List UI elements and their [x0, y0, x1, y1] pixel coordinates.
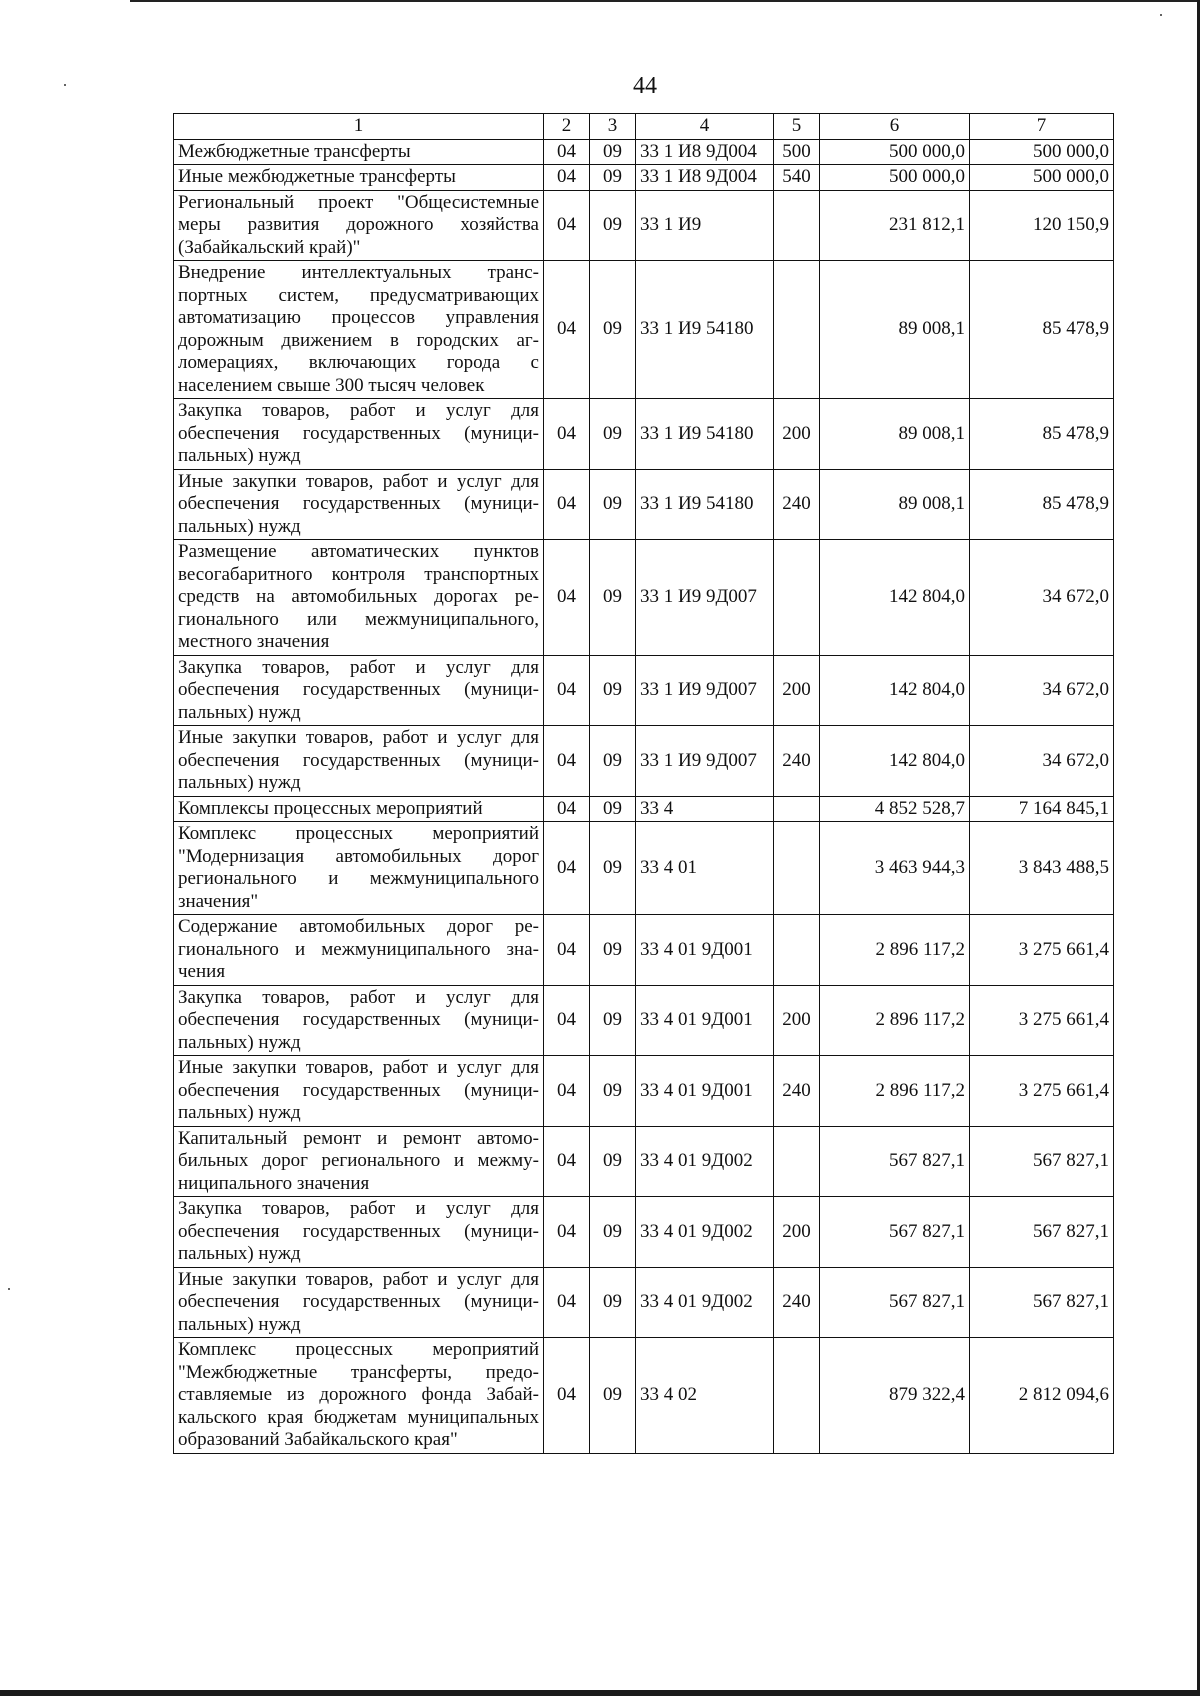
row-name-cell: Внедрение интеллектуальных транспортных систем, предусматривающих автоматизацию процессов управления дорожным движением в городских агломерациях, включающих города с населением свыше 300 тысяч человек	[174, 261, 544, 399]
target-article-cell: 33 4 02	[636, 1338, 774, 1454]
section-code-cell: 04	[544, 165, 590, 191]
amount-col7-cell: 3 843 488,5	[970, 822, 1114, 915]
scan-speck	[8, 1288, 10, 1290]
expense-type-cell: 200	[774, 1197, 820, 1268]
row-name-cell: Иные закупки товаров, работ и услуг для обеспечения государственных (муниципальных) нужд	[174, 1056, 544, 1127]
header-cell: 2	[544, 114, 590, 140]
target-article-cell: 33 4 01	[636, 822, 774, 915]
table-row	[174, 165, 1114, 191]
amount-col6-cell: 142 804,0	[820, 655, 970, 726]
target-article-cell: 33 1 И9 9Д007	[636, 726, 774, 797]
target-article-cell: 33 1 И9 9Д007	[636, 540, 774, 656]
budget-table	[173, 113, 1114, 1454]
target-article-cell: 33 4	[636, 796, 774, 822]
amount-col7-cell: 120 150,9	[970, 190, 1114, 261]
table-row	[174, 1267, 1114, 1338]
amount-col6-cell: 567 827,1	[820, 1267, 970, 1338]
subsection-code-cell: 09	[590, 190, 636, 261]
header-cell: 4	[636, 114, 774, 140]
target-article-cell: 33 1 И9 54180	[636, 261, 774, 399]
row-name-cell: Комплекс процессных мероприятий "Межбюджетные трансферты, предоставляемые из дорожного фонда Забайкальского края бюджетам муниципальных образований Забайкальского края"	[174, 1338, 544, 1454]
table-row	[174, 469, 1114, 540]
amount-col6-cell: 89 008,1	[820, 399, 970, 470]
table-row	[174, 1197, 1114, 1268]
amount-col6-cell: 500 000,0	[820, 139, 970, 165]
amount-col7-cell: 85 478,9	[970, 261, 1114, 399]
row-name-cell: Закупка товаров, работ и услуг для обеспечения государственных (муниципальных) нужд	[174, 399, 544, 470]
subsection-code-cell: 09	[590, 655, 636, 726]
amount-col7-cell: 3 275 661,4	[970, 1056, 1114, 1127]
expense-type-cell	[774, 796, 820, 822]
table-row	[174, 399, 1114, 470]
table-row	[174, 915, 1114, 986]
header-row	[174, 114, 1114, 140]
subsection-code-cell: 09	[590, 985, 636, 1056]
section-code-cell: 04	[544, 1056, 590, 1127]
expense-type-cell: 200	[774, 985, 820, 1056]
table-row	[174, 822, 1114, 915]
amount-col7-cell: 2 812 094,6	[970, 1338, 1114, 1454]
amount-col7-cell: 34 672,0	[970, 726, 1114, 797]
subsection-code-cell: 09	[590, 822, 636, 915]
subsection-code-cell: 09	[590, 165, 636, 191]
amount-col6-cell: 142 804,0	[820, 540, 970, 656]
subsection-code-cell: 09	[590, 915, 636, 986]
scan-border-top	[130, 0, 1200, 2]
expense-type-cell	[774, 1126, 820, 1197]
subsection-code-cell: 09	[590, 1267, 636, 1338]
expense-type-cell: 240	[774, 726, 820, 797]
expense-type-cell: 240	[774, 469, 820, 540]
subsection-code-cell: 09	[590, 399, 636, 470]
expense-type-cell: 240	[774, 1267, 820, 1338]
row-name-cell: Комплексы процессных мероприятий	[174, 796, 544, 822]
table-row	[174, 1056, 1114, 1127]
row-name-cell: Иные межбюджетные трансферты	[174, 165, 544, 191]
section-code-cell: 04	[544, 540, 590, 656]
subsection-code-cell: 09	[590, 1197, 636, 1268]
page-number: 44	[633, 73, 657, 99]
row-name-cell: Иные закупки товаров, работ и услуг для обеспечения государственных (муниципальных) нужд	[174, 726, 544, 797]
subsection-code-cell: 09	[590, 1338, 636, 1454]
section-code-cell: 04	[544, 1126, 590, 1197]
section-code-cell: 04	[544, 985, 590, 1056]
table-row	[174, 796, 1114, 822]
amount-col7-cell: 567 827,1	[970, 1126, 1114, 1197]
expense-type-cell: 540	[774, 165, 820, 191]
table-row	[174, 190, 1114, 261]
table-row	[174, 985, 1114, 1056]
target-article-cell: 33 4 01 9Д001	[636, 1056, 774, 1127]
row-name-cell: Комплекс процессных мероприятий "Модернизация автомобильных дорог регионального и межмуниципального значения"	[174, 822, 544, 915]
table-row	[174, 726, 1114, 797]
subsection-code-cell: 09	[590, 1056, 636, 1127]
row-name-cell: Содержание автомобильных дорог регионального и межмуниципального значения	[174, 915, 544, 986]
amount-col6-cell: 567 827,1	[820, 1126, 970, 1197]
amount-col7-cell: 500 000,0	[970, 165, 1114, 191]
target-article-cell: 33 4 01 9Д001	[636, 915, 774, 986]
amount-col7-cell: 3 275 661,4	[970, 915, 1114, 986]
expense-type-cell	[774, 915, 820, 986]
amount-col7-cell: 85 478,9	[970, 469, 1114, 540]
section-code-cell: 04	[544, 655, 590, 726]
amount-col6-cell: 231 812,1	[820, 190, 970, 261]
table-row	[174, 540, 1114, 656]
target-article-cell: 33 1 И9 9Д007	[636, 655, 774, 726]
row-name-cell: Закупка товаров, работ и услуг для обеспечения государственных (муниципальных) нужд	[174, 1197, 544, 1268]
row-name-cell: Иные закупки товаров, работ и услуг для обеспечения государственных (муниципальных) нужд	[174, 469, 544, 540]
amount-col7-cell: 85 478,9	[970, 399, 1114, 470]
subsection-code-cell: 09	[590, 1126, 636, 1197]
section-code-cell: 04	[544, 796, 590, 822]
row-name-cell: Размещение автоматических пунктов весогабаритного контроля транспортных средств на автомобильных дорогах регионального или межмуниципального, местного значения	[174, 540, 544, 656]
header-cell: 7	[970, 114, 1114, 140]
section-code-cell: 04	[544, 139, 590, 165]
amount-col7-cell: 7 164 845,1	[970, 796, 1114, 822]
amount-col6-cell: 4 852 528,7	[820, 796, 970, 822]
section-code-cell: 04	[544, 469, 590, 540]
target-article-cell: 33 1 И8 9Д004	[636, 139, 774, 165]
subsection-code-cell: 09	[590, 139, 636, 165]
amount-col7-cell: 567 827,1	[970, 1267, 1114, 1338]
expense-type-cell	[774, 540, 820, 656]
target-article-cell: 33 1 И8 9Д004	[636, 165, 774, 191]
amount-col6-cell: 2 896 117,2	[820, 915, 970, 986]
table-row	[174, 139, 1114, 165]
amount-col6-cell: 142 804,0	[820, 726, 970, 797]
row-name-cell: Закупка товаров, работ и услуг для обеспечения государственных (муниципальных) нужд	[174, 655, 544, 726]
expense-type-cell	[774, 190, 820, 261]
section-code-cell: 04	[544, 1338, 590, 1454]
target-article-cell: 33 1 И9	[636, 190, 774, 261]
header-cell: 5	[774, 114, 820, 140]
table-row	[174, 655, 1114, 726]
expense-type-cell: 500	[774, 139, 820, 165]
target-article-cell: 33 4 01 9Д002	[636, 1197, 774, 1268]
expense-type-cell: 240	[774, 1056, 820, 1127]
amount-col6-cell: 2 896 117,2	[820, 985, 970, 1056]
amount-col7-cell: 567 827,1	[970, 1197, 1114, 1268]
amount-col6-cell: 89 008,1	[820, 261, 970, 399]
row-name-cell: Региональный проект "Общесистемные меры развития дорожного хозяйства (Забайкальский край)"	[174, 190, 544, 261]
row-name-cell: Закупка товаров, работ и услуг для обеспечения государственных (муниципальных) нужд	[174, 985, 544, 1056]
header-cell: 1	[174, 114, 544, 140]
amount-col6-cell: 500 000,0	[820, 165, 970, 191]
section-code-cell: 04	[544, 915, 590, 986]
amount-col7-cell: 3 275 661,4	[970, 985, 1114, 1056]
target-article-cell: 33 1 И9 54180	[636, 399, 774, 470]
subsection-code-cell: 09	[590, 540, 636, 656]
section-code-cell: 04	[544, 1197, 590, 1268]
expense-type-cell: 200	[774, 655, 820, 726]
target-article-cell: 33 4 01 9Д001	[636, 985, 774, 1056]
amount-col6-cell: 879 322,4	[820, 1338, 970, 1454]
row-name-cell: Капитальный ремонт и ремонт автомобильных дорог регионального и межмуниципального значения	[174, 1126, 544, 1197]
subsection-code-cell: 09	[590, 261, 636, 399]
expense-type-cell	[774, 1338, 820, 1454]
section-code-cell: 04	[544, 726, 590, 797]
target-article-cell: 33 4 01 9Д002	[636, 1267, 774, 1338]
table-row	[174, 1126, 1114, 1197]
subsection-code-cell: 09	[590, 796, 636, 822]
amount-col7-cell: 34 672,0	[970, 540, 1114, 656]
expense-type-cell	[774, 261, 820, 399]
amount-col7-cell: 34 672,0	[970, 655, 1114, 726]
subsection-code-cell: 09	[590, 469, 636, 540]
section-code-cell: 04	[544, 261, 590, 399]
target-article-cell: 33 1 И9 54180	[636, 469, 774, 540]
row-name-cell: Иные закупки товаров, работ и услуг для обеспечения государственных (муниципальных) нужд	[174, 1267, 544, 1338]
section-code-cell: 04	[544, 822, 590, 915]
scan-border-bottom	[0, 1690, 1200, 1696]
amount-col6-cell: 89 008,1	[820, 469, 970, 540]
subsection-code-cell: 09	[590, 726, 636, 797]
header-cell: 3	[590, 114, 636, 140]
amount-col6-cell: 3 463 944,3	[820, 822, 970, 915]
expense-type-cell: 200	[774, 399, 820, 470]
amount-col7-cell: 500 000,0	[970, 139, 1114, 165]
expense-type-cell	[774, 822, 820, 915]
row-name-cell: Межбюджетные трансферты	[174, 139, 544, 165]
scan-speck	[1160, 14, 1162, 16]
target-article-cell: 33 4 01 9Д002	[636, 1126, 774, 1197]
amount-col6-cell: 567 827,1	[820, 1197, 970, 1268]
table-row	[174, 261, 1114, 399]
section-code-cell: 04	[544, 1267, 590, 1338]
amount-col6-cell: 2 896 117,2	[820, 1056, 970, 1127]
table-row	[174, 1338, 1114, 1454]
header-cell: 6	[820, 114, 970, 140]
section-code-cell: 04	[544, 399, 590, 470]
section-code-cell: 04	[544, 190, 590, 261]
